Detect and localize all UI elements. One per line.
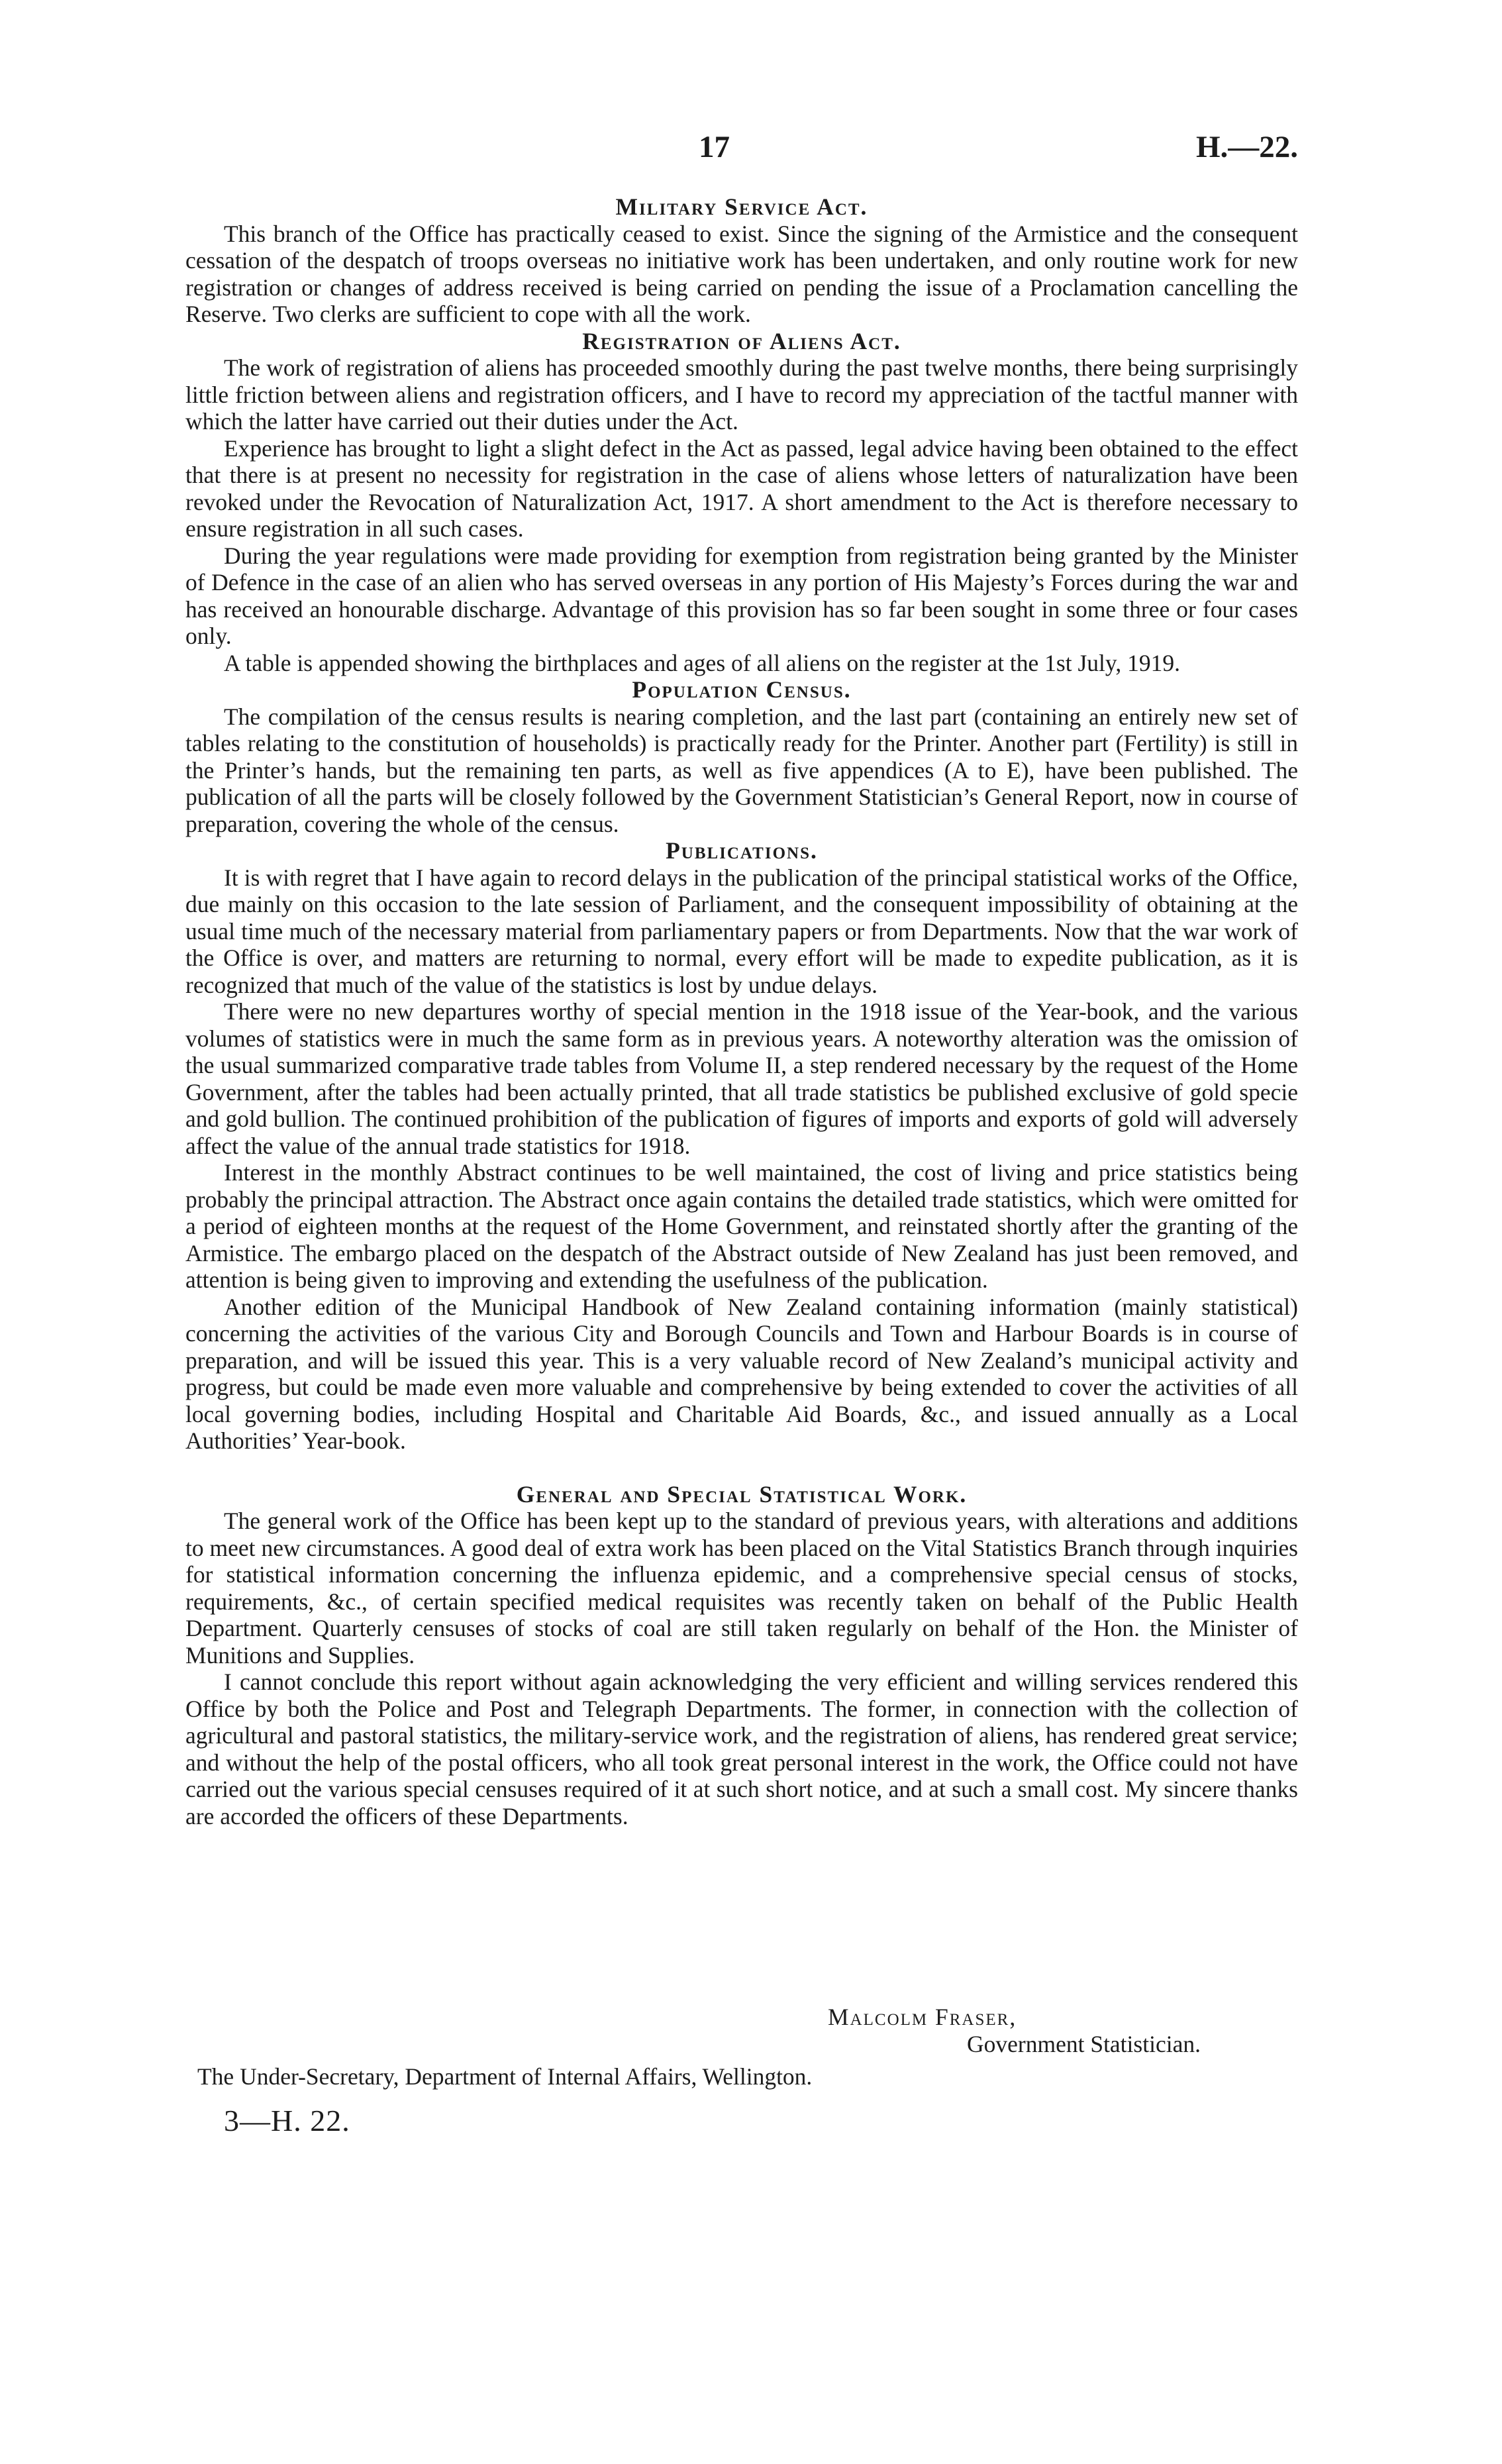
section-heading: Military Service Act.	[615, 193, 868, 220]
page-number: 17	[699, 130, 730, 164]
paragraph: The work of registration of aliens has proceeded smoothly during the past twelve months, there being surprisingly little friction between aliens and registration officers, and I have to record my appreciation of the tactful manner with which the latter have carried out their duties under the Act.	[185, 354, 1298, 435]
paragraph: Experience has brought to light a slight defect in the Act as passed, legal advice having been obtained to the effect that there is at present no necessity for registration in the case of aliens whose letters of naturalization have been revoked under the Revocation of Naturalization Act, 1917. A short amendment to the Act is therefore necessary to ensure registration in all such cases.	[185, 435, 1298, 542]
document-code: H.—22.	[1195, 130, 1298, 164]
section-heading: Publications.	[666, 837, 818, 864]
paragraph: I cannot conclude this report without again acknowledging the very efficient and willing services rendered this Office by both the Police and Post and Telegraph Departments. The former, in connection with the collection of agricultural and pastoral statistics, the military-service work, and the registration of aliens, has rendered great service; and without the help of the postal officers, who all took great personal interest in the work, the Office could not have carried out the various special censuses required of it at such short notice, and at such a small cost. My sincere thanks are accorded the officers of these Departments.	[185, 1668, 1298, 1829]
paragraph: The compilation of the census results is nearing completion, and the last part (containing an entirely new set of tables relating to the constitution of households) is practically ready for the Printer. Another part (Fertility) is still in the Printer’s hands, but the remaining ten parts, as well as five appendices (A to E), have been published. The publication of all the parts will be closely followed by the Government Statistician’s General Report, now in course of preparation, covering the whole of the census.	[185, 703, 1298, 837]
page-header	[0, 129, 1502, 182]
paragraph: It is with regret that I have again to record delays in the publication of the principal statistical works of the Office, due mainly on this occasion to the late session of Parliament, and the consequent impossibility of obtaining at the usual time much of the necessary material from parliamentary papers or from Departments. Now that the war work of the Office is over, and matters are returning to normal, every effort will be made to expedite publication, as it is recognized that much of the value of the statistics is lost by undue delays.	[185, 864, 1298, 998]
signature-block	[828, 2004, 1305, 2057]
section-military-service	[185, 193, 1298, 328]
addressee-line: The Under-Secretary, Department of Internal Affairs, Wellington.	[197, 2063, 813, 2090]
paragraph: The general work of the Office has been kept up to the standard of previous years, with alterations and additions to meet new circumstances. A good deal of extra work has been placed on the Vital Statistics Branch through inquiries for statistical information concerning the influenza epidemic, and a comprehensive special census of stocks, requirements, &c., of certain specified medical requisites was recently taken on behalf of the Public Health Department. Quarterly censuses of stocks of coal are still taken regularly on behalf of the Hon. the Minister of Munitions and Supplies.	[185, 1508, 1298, 1668]
paragraph: During the year regulations were made providing for exemption from registration being granted by the Minister of Defence in the case of an alien who has served overseas in any portion of His Majesty’s Forces during the war and has received an honourable discharge. Advantage of this provision has so far been sought in some three or four cases only.	[185, 542, 1298, 649]
section-registration-of-aliens	[185, 328, 1298, 677]
print-reference: 3—H. 22.	[224, 2104, 350, 2137]
paragraph: There were no new departures worthy of special mention in the 1918 issue of the Year-book, and the various volumes of statistics were in much the same form as in previous years. A noteworthy alteration was the omission of the usual summarized comparative trade tables from Volume II, a step rendered necessary by the request of the Home Government, after the tables had been actually printed, that all trade statistics be published exclusive of gold specie and gold bullion. The continued prohibition of the publication of figures of imports and exports of gold will adversely affect the value of the annual trade statistics for 1918.	[185, 998, 1298, 1159]
section-heading: Population Census.	[632, 676, 852, 703]
signatory-title: Government Statistician.	[967, 2030, 1201, 2057]
paragraph: This branch of the Office has practically ceased to exist. Since the signing of the Armistice and the consequent cessation of the despatch of troops overseas no initiative work has been undertaken, and only routine work for new registration or changes of address received is being carried on pending the issue of a Proclamation cancelling the Reserve. Two clerks are sufficient to cope with all the work.	[185, 220, 1298, 327]
report-body	[185, 193, 1298, 1829]
section-publications	[185, 837, 1298, 1455]
section-heading: General and Special Statistical Work.	[516, 1480, 968, 1508]
section-heading: Registration of Aliens Act.	[582, 327, 901, 354]
paragraph: Interest in the monthly Abstract continues to be well maintained, the cost of living and price statistics being probably the principal attraction. The Abstract once again contains the detailed trade statistics, which were omitted for a period of eighteen months at the request of the Home Government, and reinstated shortly after the granting of the Armistice. The embargo placed on the despatch of the Abstract outside of New Zealand has just been removed, and attention is being given to improving and extending the usefulness of the publication.	[185, 1159, 1298, 1293]
signatory-name: Malcolm Fraser,	[828, 2004, 1017, 2030]
section-population-census	[185, 676, 1298, 837]
paragraph: A table is appended showing the birthplaces and ages of all aliens on the register at the 1st July, 1919.	[224, 649, 1180, 676]
paragraph: Another edition of the Municipal Handbook of New Zealand containing information (mainly statistical) concerning the activities of the various City and Borough Councils and Town and Harbour Boards is in course of preparation, and will be issued this year. This is a very valuable record of New Zealand’s municipal activity and progress, but could be made even more valuable and comprehensive by being extended to cover the activities of all local governing bodies, including Hospital and Charitable Aid Boards, &c., and issued annually as a Local Authorities’ Year-book.	[185, 1293, 1298, 1454]
section-general-statistical-work	[185, 1481, 1298, 1830]
